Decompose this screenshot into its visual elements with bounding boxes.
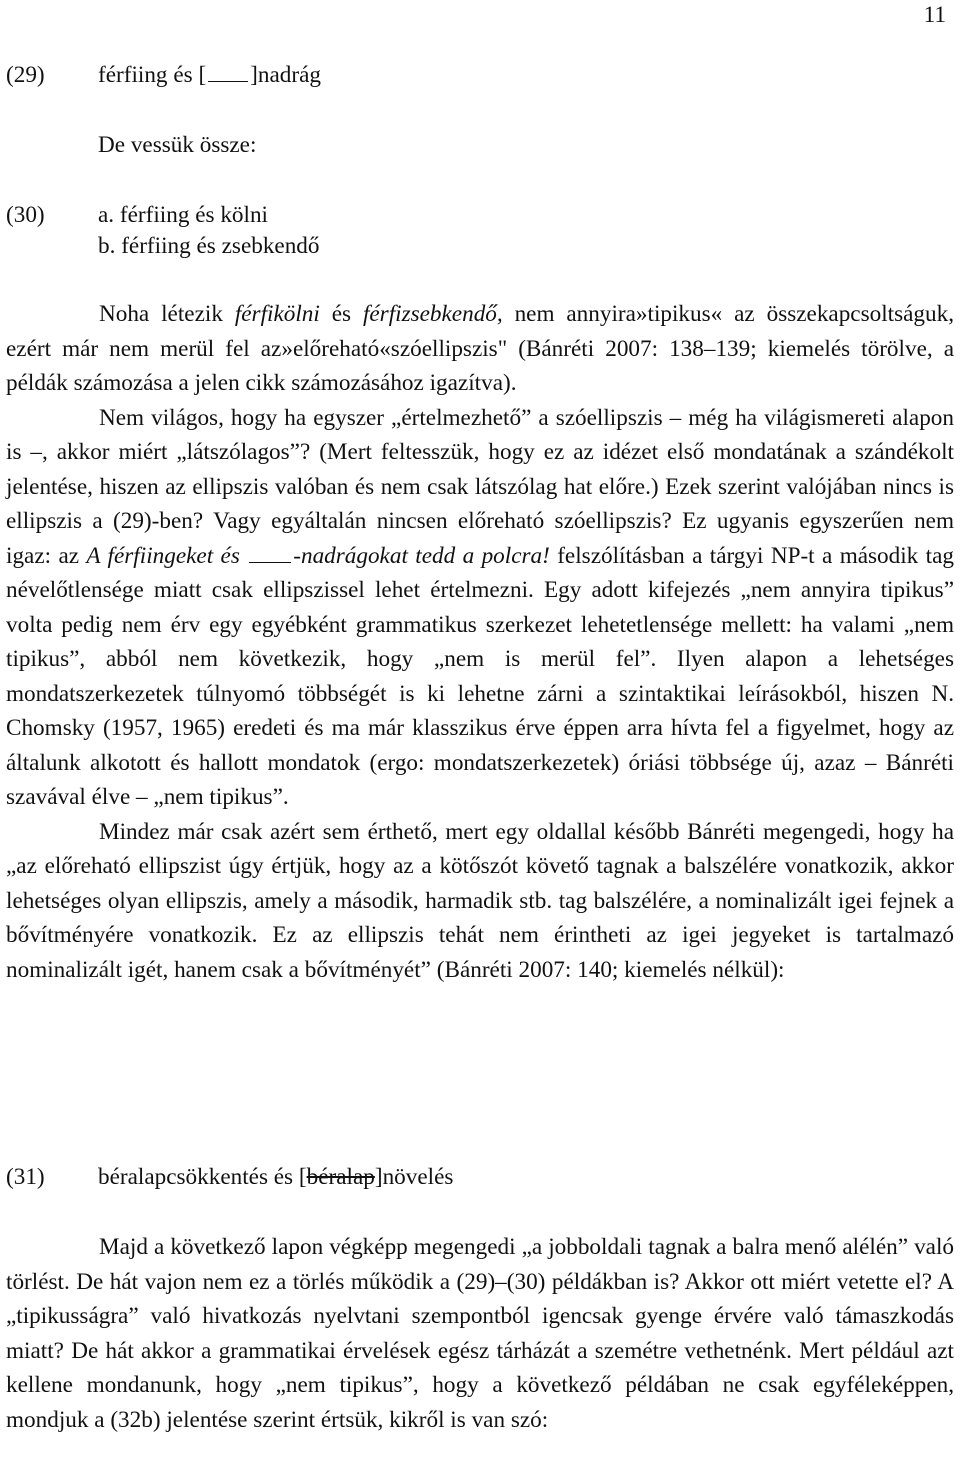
- paragraph-4: [6, 1230, 954, 1437]
- example-30b: b. férfiing és zsebkendő: [98, 233, 320, 259]
- text: nem annyira»tipikus« az összekapcsoltságuk, ezért már nem merül fel az»előreható«szóellipszis" (Bánréti 2007: 138–139; kiemelés törölve, a példák számozása a jelen cikk számozásához igazítva).: [6, 301, 954, 396]
- italic-example: A férfiingeket és: [86, 542, 240, 569]
- compare-label-text: De vessük össze:: [98, 132, 257, 158]
- text: felszólításban a tárgyi NP-t a második tag névelőtlensége miatt csak ellipszissel lehet értelmezni. Egy adott kifejezés „nem annyira tipikus” volta pedig nem érv egy egyébként grammatikus szerkezet lehetetlensége mellett: ha valami „nem tipikus”, abból nem következik, hogy „nem is merül fel”. Ilyen alapon a lehetséges mondatszerkezetek túlnyomó többségét is ki lehetne zárni a szintaktikai leírásokból, hiszen N. Chomsky (1957, 1965) eredeti és ma már klasszikus érve éppen arra hívta fel a figyelmet, hogy az általunk alkotott és hallott mondatok (ergo: mondatszerkezetek) óriási többsége új, azaz – Bánréti szavával élve – „nem tipikus”.: [6, 542, 954, 810]
- example-text-part: ]növelés: [374, 1164, 454, 1190]
- example-text-part: férfiing és [: [98, 62, 207, 88]
- italic-term: férfizsebkendő,: [362, 301, 503, 327]
- text: Majd a következő lapon végképp megengedi „a jobboldali tagnak a balra menő alélén” való törlést. De hát vajon nem ez a törlés működik a (29)–(30) példákban is? Akkor ott miért vetette el? A „tipikusságra” való hivatkozás nyelvtani szempontból igencsak gyenge érvére való támaszkodás miatt? De hát akkor a grammatikai érvelések egész tárházát a szemétre vethetnénk. Mert például azt kellene mondanunk, hogy „nem tipikus”, hogy a következő példában ne csak egyféleképpen, mondjuk a (32b) jelentése szerint értsük, kikről is van szó:: [6, 1234, 954, 1433]
- paragraph-3: [6, 815, 954, 988]
- italic-term: férfikölni: [234, 301, 320, 327]
- page-number: 11: [923, 2, 946, 28]
- example-number: (30): [6, 202, 45, 228]
- example-30a: a. férfiing és kölni: [98, 202, 268, 228]
- blank-line: [249, 544, 291, 563]
- example-number: (29): [6, 62, 45, 88]
- text: és: [319, 301, 363, 327]
- text: Mindez már csak azért sem érthető, mert egy oldallal később Bánréti megengedi, hogy ha „az előreható ellipszist úgy értjük, hogy az a kötőszót követő tagnak a balszélére vonatkozik, akkor lehetséges olyan ellipszis, amely a második, harmadik stb. tag balszélére, a nominalizált igei fejnek a bővítményére vonatkozik. Ez az ellipszis tehát nem érintheti az igei jegyeket is tartalmazó nominalizált igét, hanem csak a bővítményét” (Bánréti 2007: 140; kiemelés nélkül):: [6, 818, 954, 983]
- struck-text: béralap: [306, 1164, 375, 1190]
- example-number: (31): [6, 1164, 45, 1190]
- italic-example: -nadrágokat tedd a polcra!: [293, 542, 550, 569]
- paragraph-2: [6, 401, 954, 815]
- blank-line: [208, 63, 248, 82]
- example-text: [98, 62, 321, 89]
- example-text-part: béralapcsökkentés és [: [98, 1164, 307, 1190]
- example-text-part: ]nadrág: [250, 62, 321, 88]
- text: Nem világos, hogy ha egyszer „értelmezhető” a szóellipszis – még ha világismereti alapon is –, akkor miért „látszólagos”? (Mert feltesszük, hogy ez az idézet első mondatának a szándékolt jelentése, hiszen az ellipszis valóban és nem csak látszólag hat előre.) Ezek szerint valójában nincs is ellipszis a (29)-ben? Vagy egyáltalán nincsen előreható szóellipszis? Ez ugyanis egyszerűen nem igaz: az: [6, 404, 954, 569]
- paragraph-1: [6, 297, 954, 401]
- example-text: [98, 1164, 453, 1191]
- body-text: [6, 297, 954, 987]
- text: Noha létezik: [99, 301, 235, 327]
- body-text-2: [6, 1230, 954, 1437]
